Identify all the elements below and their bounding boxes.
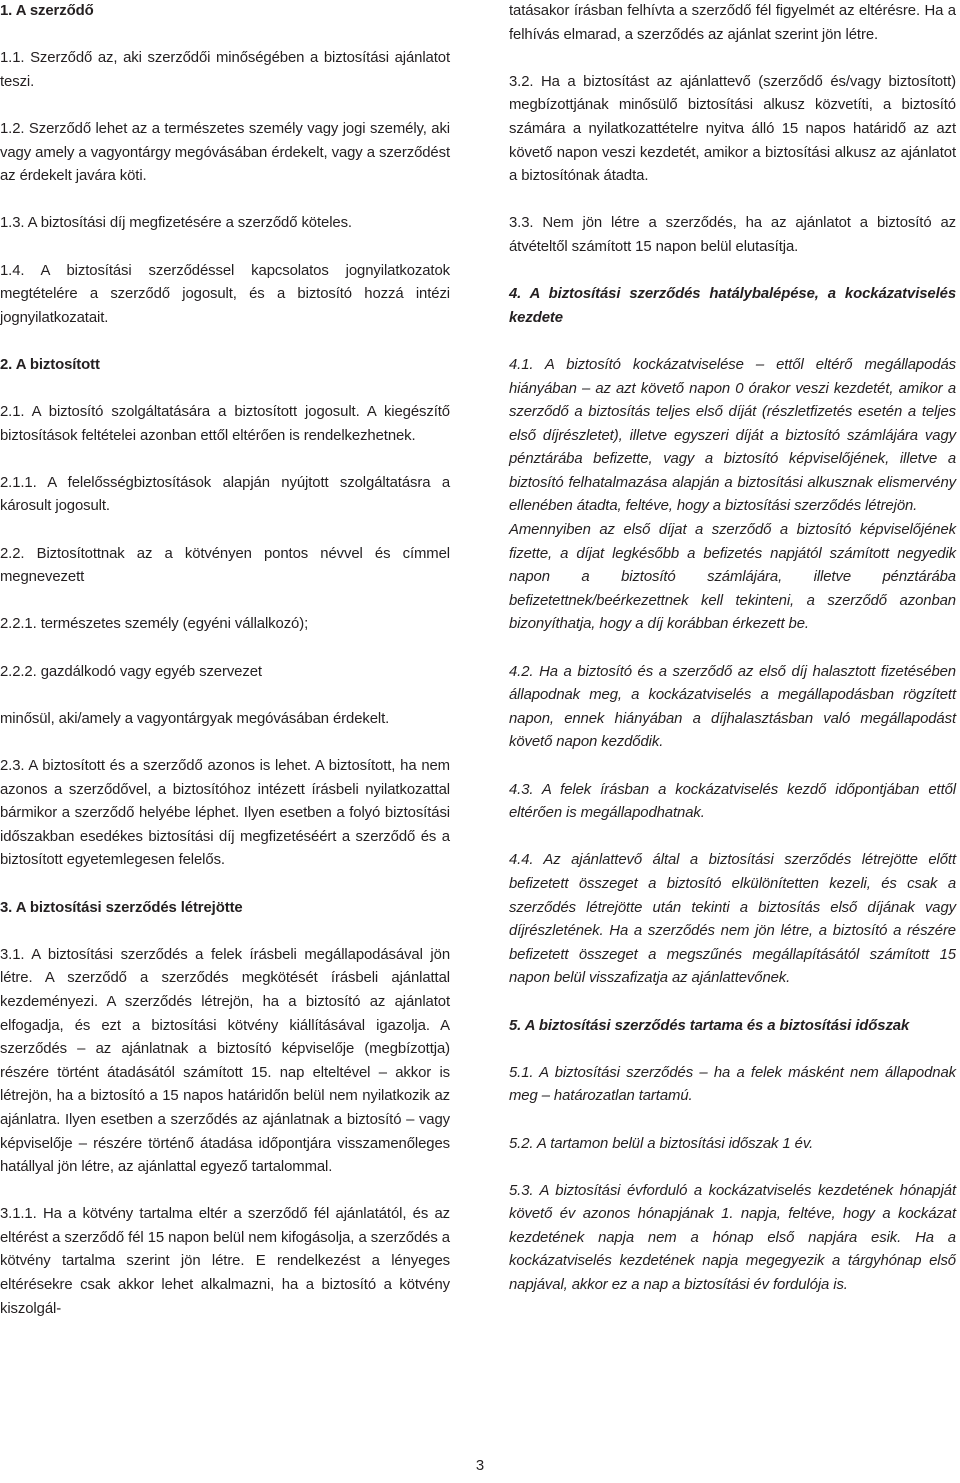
clause-2-1: 2.1. A biztosító szolgáltatására a biztosított jogosult. A kiegészítő biztosítások feltételei azonban ettől eltérően is rendelkezhetnek. [0,404,450,444]
right-column [509,0,956,1298]
clause-2-2-1: 2.2.1. természetes személy (egyéni vállalkozó); [0,616,309,633]
clause-1-2: 1.2. Szerződő lehet az a természetes személy vagy jogi személy, aki vagy amely a vagyontárgy megóvásában érdekelt, vagy a szerződést az érdekelt javára köti. [0,120,450,185]
clause-4-1-continuation: Amennyiben az első díjat a szerződő a biztosító képviselőjének fizette, a díjat legkésőbb a befizetés napjától számított negyedik napon a biztosító számlájára, illetve pénztárába befizetettnek/beérkezettnek kell tekinteni, a szerződő azonban bizonyíthatja, hogy a díj korábban érkezett be. [509,522,956,633]
clause-4-2: 4.2. Ha a biztosító és a szerződő az első díj halasztott fizetésében állapodnak meg, a kockázatviselés a megállapodásban rögzített napon, ennek hiányában a díjhalasztásban való megállapodást követő napon kezdődik. [509,663,956,751]
clause-2-3: 2.3. A biztosított és a szerződő azonos is lehet. A biztosított, ha nem azonos a szerződővel, a biztosítóhoz intézett írásbeli nyilatkozattal bármikor a szerződő helyébe léphet. Ilyen esetben a folyó biztosítási időszakban esedékes biztosítási díj megfizetéséért a szerződő és a biztosított egyetemlegesen felelős. [0,758,450,869]
clause-2-2: 2.2. Biztosítottnak az a kötvényen pontos névvel és címmel megnevezett [0,545,450,586]
clause-1-1: 1.1. Szerződő az, aki szerződői minőségében a biztosítási ajánlatot teszi. [0,50,450,90]
clause-3-1: 3.1. A biztosítási szerződés a felek írásbeli megállapodásával jön létre. A szerződő a szerződés megkötését írásbeli ajánlattal kezdeményezi. A szerződés létrejön, ha a biztosító az ajánlatot elfogadja, és ezt a biztosítási kötvény kiállításával igazolja. A szerződés – az ajánlatnak a biztosító képviselője (megbízottja) részére történt átadásától számított 15. nap elteltével – akkor is létrejön, ha a biztosító a 15 napos határidőn belül nem nyilatkozik az ajánlatra. Ilyen esetben a szerződés az ajánlatnak a biztosító – vagy képviselője – részére történő átadása időpontjára visszamenőleges hatállyal jön létre, az ajánlattal egyező tartalommal. [0,946,450,1176]
clause-3-2: 3.2. Ha a biztosítást az ajánlattevő (szerződő és/vagy biztosított) megbízottjának minősülő biztosítási alkusz közvetíti, a biztosító számára a nyilatkozattételre nyitva álló 15 napos határidő az azt követő napon veszi kezdetét, amikor a biztosítási alkusz az ajánlatot a biztosítónak átadta. [509,73,956,185]
clause-1-3: 1.3. A biztosítási díj megfizetésére a szerződő köteles. [0,215,352,232]
clause-4-4: 4.4. Az ajánlattevő által a biztosítási szerződés létrejötte előtt befizetett összeget a biztosító elkülönítetten kezeli, és csak a szerződés létrejötte után tekinti a biztosítás első díjának vagy díjrészletének. Ha a szerződés nem jön létre, a biztosító a részére befizetett összeget a megszűnés megállapításától számított 15 napon belül visszafizatja az ajánlattevőnek. [509,852,956,987]
section-heading-3: 3. A biztosítási szerződés létrejötte [0,899,243,916]
left-column [0,0,450,1321]
clause-5-2: 5.2. A tartamon belül a biztosítási időszak 1 év. [509,1135,814,1152]
clause-5-3: 5.3. A biztosítási évforduló a kockázatviselés kezdetének hónapját követő év azonos hónapjának 1. napja, feltéve, hogy a kockázat kezdetének napja nem a hónap első napjára esik. Ha a kockázatviselés kezdetének napja megegyezik a tárgyhónap első napjával, akkor ez a nap a biztosítási év fordulója is. [509,1182,956,1294]
clause-3-1-1: 3.1.1. Ha a kötvény tartalma eltér a szerződő fél ajánlatától, és az eltérést a szerződő fél 15 napon belül nem kifogásolja, a szerződés a kötvény tartalma szerint jön létre. E rendelkezést a lényeges eltérésekre csak akkor lehet alkalmazni, ha a biztosító a kötvény kiszolgál- [0,1206,450,1317]
clause-5-1: 5.1. A biztosítási szerződés – ha a felek másként nem állapodnak meg – határozatlan tartamú. [509,1064,956,1105]
section-heading-4: 4. A biztosítási szerződés hatálybalépése, a kockázatviselés kezdete [509,286,956,326]
clause-3-3: 3.3. Nem jön létre a szerződés, ha az ajánlatot a biztosító az átvételtől számított 15 napon belül elutasítja. [509,215,956,255]
clause-2-1-1: 2.1.1. A felelősségbiztosítások alapján nyújtott szolgáltatásra a károsult jogosult. [0,474,450,515]
clause-2-2-continuation: minősül, aki/amely a vagyontárgyak megóvásában érdekelt. [0,710,390,727]
section-heading-2: 2. A biztosított [0,356,100,373]
section-heading-5: 5. A biztosítási szerződés tartama és a biztosítási időszak [509,1017,910,1034]
clause-4-1: 4.1. A biztosító kockázatviselése – ettől eltérő megállapodás hiányában – az azt követő napon 0 órakor veszi kezdetét, amikor a szerződő a biztosítás teljes első díját (részletfizetés esetén a teljes első díjrészletet), illetve egyszeri díját a biztosító számlájára vagy pénztárába befizette, vagy a biztosító képviselőjének, illetve a biztosító felhatalmazása alapján a biztosítási alkusznak elismervény ellenében átadta, feltéve, hogy a biztosítási szerződés létrejön. [509,356,956,515]
clause-2-2-2: 2.2.2. gazdálkodó vagy egyéb szervezet [0,663,262,680]
clause-4-3: 4.3. A felek írásban a kockázatviselés kezdő időpontjában ettől eltérően is megállapodhatnak. [509,781,956,822]
clause-1-4: 1.4. A biztosítási szerződéssel kapcsolatos jognyilatkozatok megtételére a szerződő jogosult, és a biztosító hozzá intézi jognyilatkozatait. [0,262,450,326]
section-heading-1: 1. A szerződő [0,3,94,19]
clause-3-1-1-continuation: tatásakor írásban felhívta a szerződő fél figyelmét az eltérésre. Ha a felhívás elmarad, a szerződés az ajánlat szerint jön létre. [509,3,956,43]
page-number: 3 [475,1458,485,1474]
